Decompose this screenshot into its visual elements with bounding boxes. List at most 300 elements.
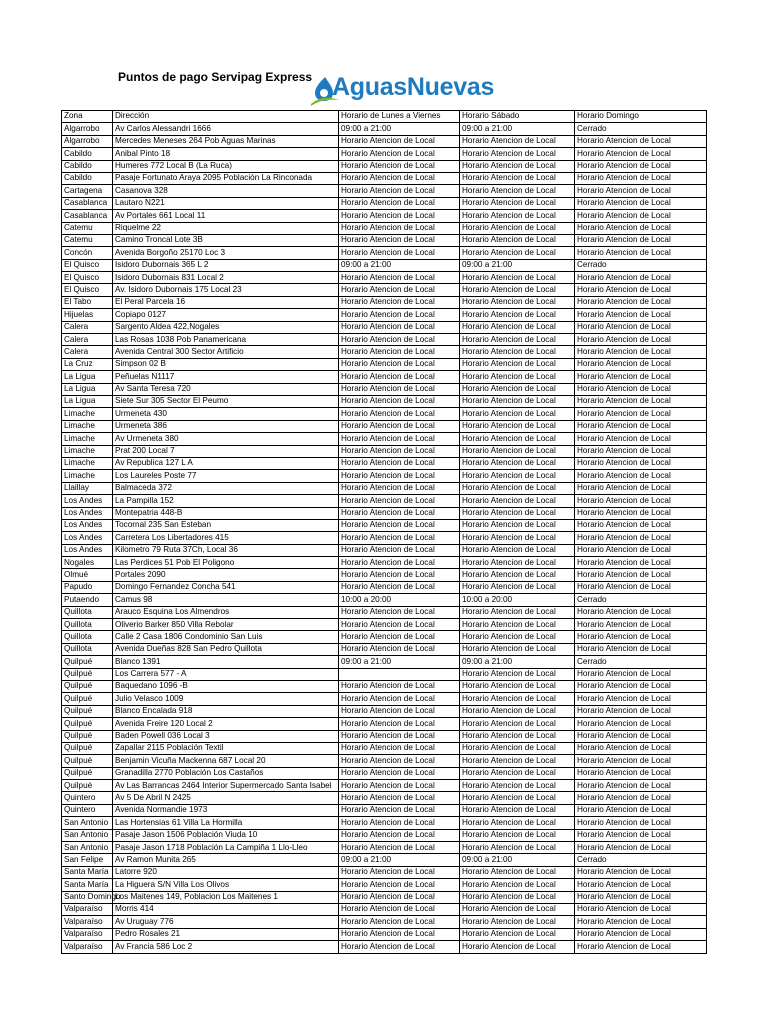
cell-zona: Los Andes (62, 495, 113, 507)
cell-domingo: Horario Atencion de Local (575, 631, 707, 643)
cell-sabado: Horario Atencion de Local (460, 693, 575, 705)
cell-sabado: Horario Atencion de Local (460, 470, 575, 482)
cell-lunes-viernes: Horario Atencion de Local (339, 606, 460, 618)
table-row (62, 879, 707, 891)
cell-zona: Concón (62, 247, 113, 259)
cell-sabado: Horario Atencion de Local (460, 643, 575, 655)
cell-zona: Valparaíso (62, 904, 113, 916)
cell-domingo: Horario Atencion de Local (575, 519, 707, 531)
cell-direccion: Pasaje Fortunato Araya 2095 Población La Rinconada (113, 172, 339, 184)
cell-domingo: Cerrado (575, 259, 707, 271)
cell-lunes-viernes: Horario Atencion de Local (339, 445, 460, 457)
cell-sabado: Horario Atencion de Local (460, 358, 575, 370)
cell-lunes-viernes: Horario Atencion de Local (339, 557, 460, 569)
cell-zona: Calera (62, 334, 113, 346)
column-header-sabado: Horario Sábado (460, 111, 575, 123)
cell-lunes-viernes: Horario Atencion de Local (339, 829, 460, 841)
cell-direccion: Montepatria 448-B (113, 507, 339, 519)
cell-domingo: Horario Atencion de Local (575, 780, 707, 792)
cell-direccion: Mercedes Meneses 264 Pob Aguas Marinas (113, 135, 339, 147)
cell-zona: San Antonio (62, 842, 113, 854)
cell-zona: Catemu (62, 222, 113, 234)
cell-sabado: Horario Atencion de Local (460, 631, 575, 643)
table-row (62, 606, 707, 618)
cell-zona: San Antonio (62, 817, 113, 829)
cell-lunes-viernes: Horario Atencion de Local (339, 470, 460, 482)
cell-zona: Quilpué (62, 755, 113, 767)
cell-sabado: Horario Atencion de Local (460, 197, 575, 209)
cell-zona: Los Andes (62, 532, 113, 544)
cell-lunes-viernes: Horario Atencion de Local (339, 383, 460, 395)
table-row (62, 569, 707, 581)
cell-zona: Santo Domingo (62, 891, 113, 903)
cell-direccion: Urmeneta 386 (113, 420, 339, 432)
cell-sabado: Horario Atencion de Local (460, 532, 575, 544)
cell-zona: El Quisco (62, 272, 113, 284)
cell-zona: Quillota (62, 631, 113, 643)
cell-domingo: Horario Atencion de Local (575, 730, 707, 742)
cell-domingo: Horario Atencion de Local (575, 842, 707, 854)
cell-sabado: Horario Atencion de Local (460, 408, 575, 420)
cell-zona: La Ligua (62, 395, 113, 407)
cell-lunes-viernes: Horario Atencion de Local (339, 755, 460, 767)
table-row (62, 172, 707, 184)
cell-sabado: Horario Atencion de Local (460, 296, 575, 308)
table-row (62, 718, 707, 730)
table-row (62, 544, 707, 556)
cell-lunes-viernes: Horario Atencion de Local (339, 718, 460, 730)
cell-zona: Limache (62, 457, 113, 469)
cell-zona: Quilpué (62, 668, 113, 680)
cell-domingo: Horario Atencion de Local (575, 879, 707, 891)
cell-sabado: Horario Atencion de Local (460, 457, 575, 469)
cell-sabado: Horario Atencion de Local (460, 755, 575, 767)
cell-sabado: Horario Atencion de Local (460, 705, 575, 717)
cell-sabado: Horario Atencion de Local (460, 718, 575, 730)
cell-lunes-viernes: Horario Atencion de Local (339, 160, 460, 172)
cell-zona: El Quisco (62, 284, 113, 296)
cell-sabado: Horario Atencion de Local (460, 519, 575, 531)
cell-sabado: Horario Atencion de Local (460, 495, 575, 507)
cell-sabado: 10:00 a 20:00 (460, 594, 575, 606)
cell-zona: Quilpué (62, 680, 113, 692)
table-row (62, 755, 707, 767)
cell-domingo: Horario Atencion de Local (575, 532, 707, 544)
cell-direccion: Baquedano 1096 -B (113, 680, 339, 692)
cell-direccion: Av 5 De Abril N 2425 (113, 792, 339, 804)
cell-sabado: Horario Atencion de Local (460, 544, 575, 556)
cell-sabado: Horario Atencion de Local (460, 185, 575, 197)
cell-domingo: Horario Atencion de Local (575, 433, 707, 445)
table-header-row (62, 111, 707, 123)
cell-zona: Quilpué (62, 730, 113, 742)
table-row (62, 780, 707, 792)
cell-sabado: Horario Atencion de Local (460, 804, 575, 816)
cell-zona: Limache (62, 433, 113, 445)
cell-zona: Valparaíso (62, 916, 113, 928)
cell-zona: La Cruz (62, 358, 113, 370)
cell-direccion: Pasaje Jason 1718 Población La Campiña 1 Llo-Lleo (113, 842, 339, 854)
cell-direccion: Avenida Normandie 1973 (113, 804, 339, 816)
cell-direccion: Avenida Freire 120 Local 2 (113, 718, 339, 730)
cell-lunes-viernes: Horario Atencion de Local (339, 334, 460, 346)
cell-zona: San Antonio (62, 829, 113, 841)
cell-domingo: Horario Atencion de Local (575, 321, 707, 333)
cell-domingo: Horario Atencion de Local (575, 755, 707, 767)
cell-direccion: Arauco Esquina Los Almendros (113, 606, 339, 618)
cell-direccion: Siete Sur 305 Sector El Peumo (113, 395, 339, 407)
cell-lunes-viernes: Horario Atencion de Local (339, 879, 460, 891)
cell-domingo: Horario Atencion de Local (575, 346, 707, 358)
cell-domingo: Horario Atencion de Local (575, 272, 707, 284)
cell-sabado: Horario Atencion de Local (460, 309, 575, 321)
cell-domingo: Horario Atencion de Local (575, 234, 707, 246)
cell-domingo: Horario Atencion de Local (575, 916, 707, 928)
cell-sabado: Horario Atencion de Local (460, 606, 575, 618)
table-row (62, 817, 707, 829)
table-row (62, 916, 707, 928)
cell-direccion: Las Hortensias 61 Villa La Hormilla (113, 817, 339, 829)
table-row (62, 507, 707, 519)
cell-sabado: 09:00 a 21:00 (460, 259, 575, 271)
cell-sabado: Horario Atencion de Local (460, 321, 575, 333)
cell-sabado: Horario Atencion de Local (460, 334, 575, 346)
cell-domingo: Horario Atencion de Local (575, 185, 707, 197)
cell-direccion: Avenida Borgoño 25170 Loc 3 (113, 247, 339, 259)
cell-sabado: Horario Atencion de Local (460, 879, 575, 891)
cell-direccion: Granadilla 2770 Población Los Castaños (113, 767, 339, 779)
cell-zona: Los Andes (62, 544, 113, 556)
table-row (62, 284, 707, 296)
cell-zona: La Ligua (62, 383, 113, 395)
cell-lunes-viernes: Horario Atencion de Local (339, 482, 460, 494)
cell-lunes-viernes: Horario Atencion de Local (339, 742, 460, 754)
cell-zona: El Quisco (62, 259, 113, 271)
cell-domingo: Horario Atencion de Local (575, 371, 707, 383)
cell-direccion: Zapallar 2115 Población Textil (113, 742, 339, 754)
cell-direccion: Portales 2090 (113, 569, 339, 581)
cell-direccion: Av Francia 586 Loc 2 (113, 941, 339, 953)
cell-lunes-viernes: Horario Atencion de Local (339, 395, 460, 407)
table-row (62, 557, 707, 569)
table-row (62, 619, 707, 631)
cell-direccion: Blanco Encalada 918 (113, 705, 339, 717)
table-row (62, 730, 707, 742)
table-row (62, 296, 707, 308)
cell-zona: Quilpué (62, 656, 113, 668)
cell-direccion: Pasaje Jason 1506 Población Viuda 10 (113, 829, 339, 841)
table-row (62, 581, 707, 593)
cell-zona: Nogales (62, 557, 113, 569)
cell-lunes-viernes: Horario Atencion de Local (339, 321, 460, 333)
table-row (62, 470, 707, 482)
cell-domingo: Horario Atencion de Local (575, 569, 707, 581)
cell-sabado: Horario Atencion de Local (460, 742, 575, 754)
cell-sabado: Horario Atencion de Local (460, 383, 575, 395)
cell-lunes-viernes: Horario Atencion de Local (339, 371, 460, 383)
table-row (62, 433, 707, 445)
cell-lunes-viernes: Horario Atencion de Local (339, 569, 460, 581)
cell-domingo: Horario Atencion de Local (575, 891, 707, 903)
cell-zona: Quilpué (62, 742, 113, 754)
cell-domingo: Horario Atencion de Local (575, 668, 707, 680)
cell-zona: La Ligua (62, 371, 113, 383)
cell-lunes-viernes: Horario Atencion de Local (339, 172, 460, 184)
cell-domingo: Horario Atencion de Local (575, 557, 707, 569)
cell-lunes-viernes: Horario Atencion de Local (339, 197, 460, 209)
cell-domingo: Horario Atencion de Local (575, 643, 707, 655)
cell-lunes-viernes: Horario Atencion de Local (339, 420, 460, 432)
cell-zona: Papudo (62, 581, 113, 593)
cell-direccion: Latorre 920 (113, 866, 339, 878)
cell-direccion: Av Santa Teresa 720 (113, 383, 339, 395)
table-row (62, 519, 707, 531)
table-row (62, 643, 707, 655)
cell-zona: Llaillay (62, 482, 113, 494)
cell-direccion: Domingo Fernandez Concha 541 (113, 581, 339, 593)
cell-lunes-viernes: Horario Atencion de Local (339, 296, 460, 308)
brand-logo (310, 74, 515, 108)
table-row (62, 482, 707, 494)
cell-direccion: Casanova 328 (113, 185, 339, 197)
cell-domingo: Horario Atencion de Local (575, 829, 707, 841)
cell-domingo: Horario Atencion de Local (575, 395, 707, 407)
cell-direccion: Av Ramon Munita 265 (113, 854, 339, 866)
table-row (62, 346, 707, 358)
cell-sabado: Horario Atencion de Local (460, 234, 575, 246)
cell-lunes-viernes: Horario Atencion de Local (339, 619, 460, 631)
column-header-direccion: Dirección (113, 111, 339, 123)
cell-direccion: Pedro Rosales 21 (113, 928, 339, 940)
cell-lunes-viernes: Horario Atencion de Local (339, 408, 460, 420)
cell-domingo: Horario Atencion de Local (575, 334, 707, 346)
cell-zona: Cabildo (62, 160, 113, 172)
cell-sabado: Horario Atencion de Local (460, 730, 575, 742)
cell-zona: Limache (62, 445, 113, 457)
table-row (62, 148, 707, 160)
cell-domingo: Horario Atencion de Local (575, 457, 707, 469)
table-row (62, 160, 707, 172)
cell-sabado: Horario Atencion de Local (460, 581, 575, 593)
cell-lunes-viernes: Horario Atencion de Local (339, 680, 460, 692)
cell-sabado: Horario Atencion de Local (460, 172, 575, 184)
cell-direccion: Av Portales 661 Local 11 (113, 210, 339, 222)
cell-domingo: Horario Atencion de Local (575, 148, 707, 160)
cell-direccion: Av Republica 127 L A (113, 457, 339, 469)
cell-zona: Quilpué (62, 767, 113, 779)
cell-zona: Quillota (62, 606, 113, 618)
table-row (62, 135, 707, 147)
cell-sabado: Horario Atencion de Local (460, 680, 575, 692)
cell-sabado: 09:00 a 21:00 (460, 854, 575, 866)
cell-lunes-viernes: Horario Atencion de Local (339, 284, 460, 296)
cell-lunes-viernes: Horario Atencion de Local (339, 581, 460, 593)
cell-lunes-viernes: 10:00 a 20:00 (339, 594, 460, 606)
cell-lunes-viernes: Horario Atencion de Local (339, 457, 460, 469)
page-title: Puntos de pago Servipag Express (118, 70, 313, 84)
table-row (62, 792, 707, 804)
cell-lunes-viernes: Horario Atencion de Local (339, 916, 460, 928)
cell-direccion: Camino Troncal Lote 3B (113, 234, 339, 246)
cell-zona: Olmué (62, 569, 113, 581)
table-row (62, 668, 707, 680)
table-row (62, 941, 707, 953)
cell-domingo: Horario Atencion de Local (575, 507, 707, 519)
cell-zona: Cartagena (62, 185, 113, 197)
cell-sabado: Horario Atencion de Local (460, 433, 575, 445)
cell-direccion: Prat 200 Local 7 (113, 445, 339, 457)
cell-domingo: Horario Atencion de Local (575, 581, 707, 593)
cell-sabado: Horario Atencion de Local (460, 210, 575, 222)
cell-lunes-viernes: Horario Atencion de Local (339, 705, 460, 717)
cell-sabado: Horario Atencion de Local (460, 371, 575, 383)
table-row (62, 395, 707, 407)
table-row (62, 259, 707, 271)
table-row (62, 210, 707, 222)
cell-sabado: Horario Atencion de Local (460, 148, 575, 160)
cell-lunes-viernes: 09:00 a 21:00 (339, 656, 460, 668)
table-row (62, 408, 707, 420)
table-row (62, 767, 707, 779)
table-row (62, 904, 707, 916)
cell-sabado: Horario Atencion de Local (460, 941, 575, 953)
cell-zona: Hijuelas (62, 309, 113, 321)
cell-direccion: Sargento Aldea 422,Nogales (113, 321, 339, 333)
cell-domingo: Horario Atencion de Local (575, 284, 707, 296)
cell-direccion: Baden Powell 036 Local 3 (113, 730, 339, 742)
table-row (62, 804, 707, 816)
cell-sabado: Horario Atencion de Local (460, 817, 575, 829)
cell-lunes-viernes: 09:00 a 21:00 (339, 259, 460, 271)
table-row (62, 197, 707, 209)
cell-sabado: Horario Atencion de Local (460, 780, 575, 792)
cell-direccion: Avenida Central 300 Sector Artificio (113, 346, 339, 358)
cell-zona: Santa María (62, 866, 113, 878)
cell-lunes-viernes: Horario Atencion de Local (339, 891, 460, 903)
column-header-zona: Zona (62, 111, 113, 123)
cell-zona: Calera (62, 321, 113, 333)
cell-direccion: Riquelme 22 (113, 222, 339, 234)
table-row (62, 891, 707, 903)
cell-domingo: Horario Atencion de Local (575, 680, 707, 692)
cell-sabado: Horario Atencion de Local (460, 619, 575, 631)
cell-direccion: Camus 98 (113, 594, 339, 606)
table-row (62, 234, 707, 246)
cell-sabado: Horario Atencion de Local (460, 842, 575, 854)
cell-sabado: Horario Atencion de Local (460, 916, 575, 928)
cell-lunes-viernes: Horario Atencion de Local (339, 234, 460, 246)
cell-direccion: Las Perdices 51 Pob El Poligono (113, 557, 339, 569)
cell-direccion: Kilometro 79 Ruta 37Ch, Local 36 (113, 544, 339, 556)
cell-lunes-viernes: Horario Atencion de Local (339, 247, 460, 259)
table-row (62, 842, 707, 854)
cell-domingo: Horario Atencion de Local (575, 445, 707, 457)
cell-sabado: Horario Atencion de Local (460, 866, 575, 878)
cell-domingo: Cerrado (575, 594, 707, 606)
table-row (62, 495, 707, 507)
cell-domingo: Cerrado (575, 123, 707, 135)
cell-sabado: Horario Atencion de Local (460, 792, 575, 804)
table-row (62, 321, 707, 333)
cell-domingo: Horario Atencion de Local (575, 619, 707, 631)
table-row (62, 705, 707, 717)
cell-zona: Quintero (62, 804, 113, 816)
cell-domingo: Horario Atencion de Local (575, 495, 707, 507)
table-row (62, 272, 707, 284)
cell-zona: Catemu (62, 234, 113, 246)
cell-direccion: Simpson 02 B (113, 358, 339, 370)
cell-zona: Quilpué (62, 780, 113, 792)
cell-zona: Quintero (62, 792, 113, 804)
cell-lunes-viernes: Horario Atencion de Local (339, 222, 460, 234)
payment-points-table (61, 110, 707, 954)
cell-sabado: Horario Atencion de Local (460, 395, 575, 407)
cell-direccion: Los Carrera 577 - A (113, 668, 339, 680)
cell-lunes-viernes: Horario Atencion de Local (339, 780, 460, 792)
cell-sabado: Horario Atencion de Local (460, 272, 575, 284)
table-row (62, 742, 707, 754)
table-row (62, 309, 707, 321)
cell-lunes-viernes: Horario Atencion de Local (339, 433, 460, 445)
cell-zona: Casablanca (62, 210, 113, 222)
cell-zona: Valparaíso (62, 941, 113, 953)
cell-zona: San Felipe (62, 854, 113, 866)
cell-sabado: Horario Atencion de Local (460, 569, 575, 581)
table-row (62, 123, 707, 135)
cell-lunes-viernes (339, 668, 460, 680)
cell-domingo: Horario Atencion de Local (575, 544, 707, 556)
cell-zona: El Tabo (62, 296, 113, 308)
cell-direccion: Tocornal 235 San Esteban (113, 519, 339, 531)
cell-direccion: Calle 2 Casa 1806 Condominio San Luis (113, 631, 339, 643)
table-row (62, 854, 707, 866)
cell-sabado: Horario Atencion de Local (460, 160, 575, 172)
cell-sabado: 09:00 a 21:00 (460, 123, 575, 135)
table-row (62, 383, 707, 395)
cell-direccion: Urmeneta 430 (113, 408, 339, 420)
cell-direccion: Benjamin Vicuña Mackenna 687 Local 20 (113, 755, 339, 767)
cell-lunes-viernes: Horario Atencion de Local (339, 346, 460, 358)
cell-lunes-viernes: Horario Atencion de Local (339, 842, 460, 854)
cell-lunes-viernes: Horario Atencion de Local (339, 309, 460, 321)
cell-domingo: Horario Atencion de Local (575, 408, 707, 420)
cell-domingo: Horario Atencion de Local (575, 247, 707, 259)
cell-domingo: Horario Atencion de Local (575, 705, 707, 717)
cell-direccion: Blanco 1391 (113, 656, 339, 668)
cell-domingo: Horario Atencion de Local (575, 928, 707, 940)
table-row (62, 222, 707, 234)
cell-direccion: El Peral Parcela 16 (113, 296, 339, 308)
cell-domingo: Horario Atencion de Local (575, 222, 707, 234)
cell-domingo: Horario Atencion de Local (575, 792, 707, 804)
table-body (62, 123, 707, 953)
cell-direccion: Copiapo 0127 (113, 309, 339, 321)
cell-sabado: Horario Atencion de Local (460, 284, 575, 296)
cell-zona: Los Andes (62, 519, 113, 531)
cell-domingo: Horario Atencion de Local (575, 135, 707, 147)
cell-domingo: Horario Atencion de Local (575, 866, 707, 878)
table-row (62, 656, 707, 668)
cell-direccion: Balmaceda 372 (113, 482, 339, 494)
cell-direccion: Isidoro Dubornais 831 Local 2 (113, 272, 339, 284)
table-row (62, 334, 707, 346)
cell-zona: Los Andes (62, 507, 113, 519)
table-row (62, 829, 707, 841)
cell-zona: Limache (62, 420, 113, 432)
cell-direccion: La Higuera S/N Villa Los Olivos (113, 879, 339, 891)
cell-sabado: Horario Atencion de Local (460, 507, 575, 519)
cell-lunes-viernes: 09:00 a 21:00 (339, 123, 460, 135)
